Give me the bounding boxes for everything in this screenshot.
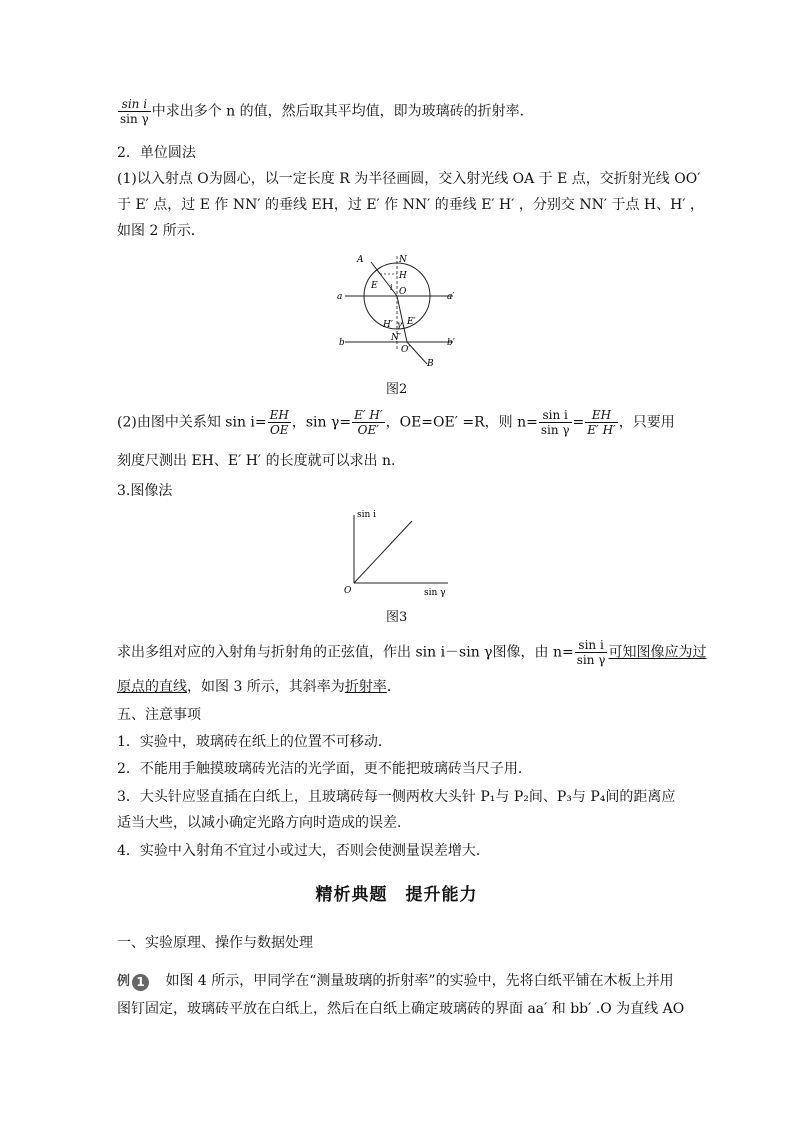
method2-p2-line2: 刻度尺测出 EH、E′ H′ 的长度就可以求出 n. (117, 453, 396, 469)
example-line1: 例 1 如图 4 所示，甲同学在“测量玻璃的折射率”的实验中，先将白纸平铺在木板上并用 (117, 970, 674, 993)
fraction-sin-ratio: $\frac{\text{sin i}}{\text{sin γ}}$ (120, 97, 149, 126)
method3-p-line2: 原点的直线，如图 3 所示，其斜率为折射率． (117, 679, 401, 695)
method2-p2-line1: (2)由图中关系知 sin i= $\frac{EH}{OE}$ ，sin γ= $\frac{E' H'}{OE'}$ ，OE=OE′ =R，则 n= $\frac{\text{sin i}}{\text{sin γ}}$ = $\frac{EH}{E' H'}$ ，只要用 (117, 408, 675, 437)
label-H: H (399, 271, 407, 281)
paragraph-average: $\frac{\text{sin i}}{\text{sin γ}}$ 中求出多个 n 的值，然后取其平均值，即为玻璃砖的折射率． (120, 97, 534, 126)
figure-3-caption: 图3 (386, 610, 408, 625)
label-A: A (357, 255, 364, 265)
x-axis-label: sin γ (424, 588, 446, 598)
figure-3-graph (340, 505, 455, 600)
figure-2-unit-circle (335, 250, 465, 370)
label-E-prime: E′ (407, 317, 416, 327)
label-gamma: γ (397, 320, 402, 329)
method3-heading: 3.图像法 (117, 483, 173, 499)
sub-heading: 一、实验原理、操作与数据处理 (117, 935, 313, 951)
label-B: B (427, 359, 434, 369)
origin-label: O (344, 586, 352, 596)
example-line2: 图钉固定，玻璃砖平放在白纸上，然后在白纸上确定玻璃砖的界面 aa′ 和 bb′ .O 为直线 AO (117, 1001, 685, 1017)
label-a-prime: a′ (447, 292, 455, 302)
method2-p1-line3: 如图 2 所示． (117, 223, 205, 239)
label-N-prime: N′ (391, 333, 401, 343)
proportional-line (354, 521, 412, 583)
method2-p1-line2: 于 E′ 点，过 E 作 NN′ 的垂线 EH，过 E′ 作 NN′ 的垂线 E′ H′ ，分别交 NN′ 于点 H、H′ ， (117, 197, 704, 213)
fraction-ehp-oep: $\frac{E' H'}{OE'}$ (354, 408, 383, 437)
example-number-icon: 1 (132, 974, 149, 991)
label-N: N (399, 255, 407, 265)
note-3-line2: 适当大些，以减小确定光路方向时造成的误差． (117, 815, 411, 831)
label-b: b (339, 338, 345, 348)
label-O: O (399, 287, 407, 297)
label-i: i (390, 283, 393, 292)
label-a: a (337, 292, 343, 302)
fraction-eh-ehp: $\frac{EH}{E' H'}$ (587, 408, 616, 437)
note-3-line1: 3．大头针应竖直插在白纸上，且玻璃砖每一侧两枚大头针 P₁与 P₂间、P₃与 P₄间的距离应 (117, 789, 676, 805)
example-badge: 例 1 (117, 971, 149, 993)
fraction-eh-oe: $\frac{EH}{OE}$ (269, 408, 289, 437)
section-title: 精析典题 提升能力 (315, 885, 478, 905)
note-2: 2．不能用手触摸玻璃砖光洁的光学面，更不能把玻璃砖当尺子用． (117, 761, 532, 777)
method2-p1-line1: (1)以入射点 O为圆心，以一定长度 R 为半径画圆，交入射光线 OA 于 E 点，交折射光线 OO′ (117, 171, 701, 187)
label-O-prime: O′ (401, 345, 411, 355)
figure-2-caption: 图2 (386, 382, 408, 397)
method3-p-line1: 求出多组对应的入射角与折射角的正弦值，作出 sin i－sin γ图像，由 n= $\frac{\text{sin i}}{\text{sin γ}}$ 可知图像应为过 (117, 638, 707, 667)
notes-heading: 五、注意事项 (117, 707, 201, 723)
method2-heading: 2．单位圆法 (117, 145, 196, 161)
note-4: 4．实验中入射角不宜过小或过大，否则会使测量误差增大． (117, 843, 490, 859)
fraction-sini-sing-2: $\frac{\text{sin i}}{\text{sin γ}}$ (576, 638, 606, 667)
fraction-sini-sing: $\frac{\text{sin i}}{\text{sin γ}}$ (540, 408, 570, 437)
y-axis-label: sin i (357, 510, 377, 520)
label-E: E (371, 281, 378, 291)
label-H-prime: H′ (383, 320, 393, 330)
label-b-prime: b′ (447, 338, 455, 348)
note-1: 1．实验中，玻璃砖在纸上的位置不可移动． (117, 734, 392, 750)
